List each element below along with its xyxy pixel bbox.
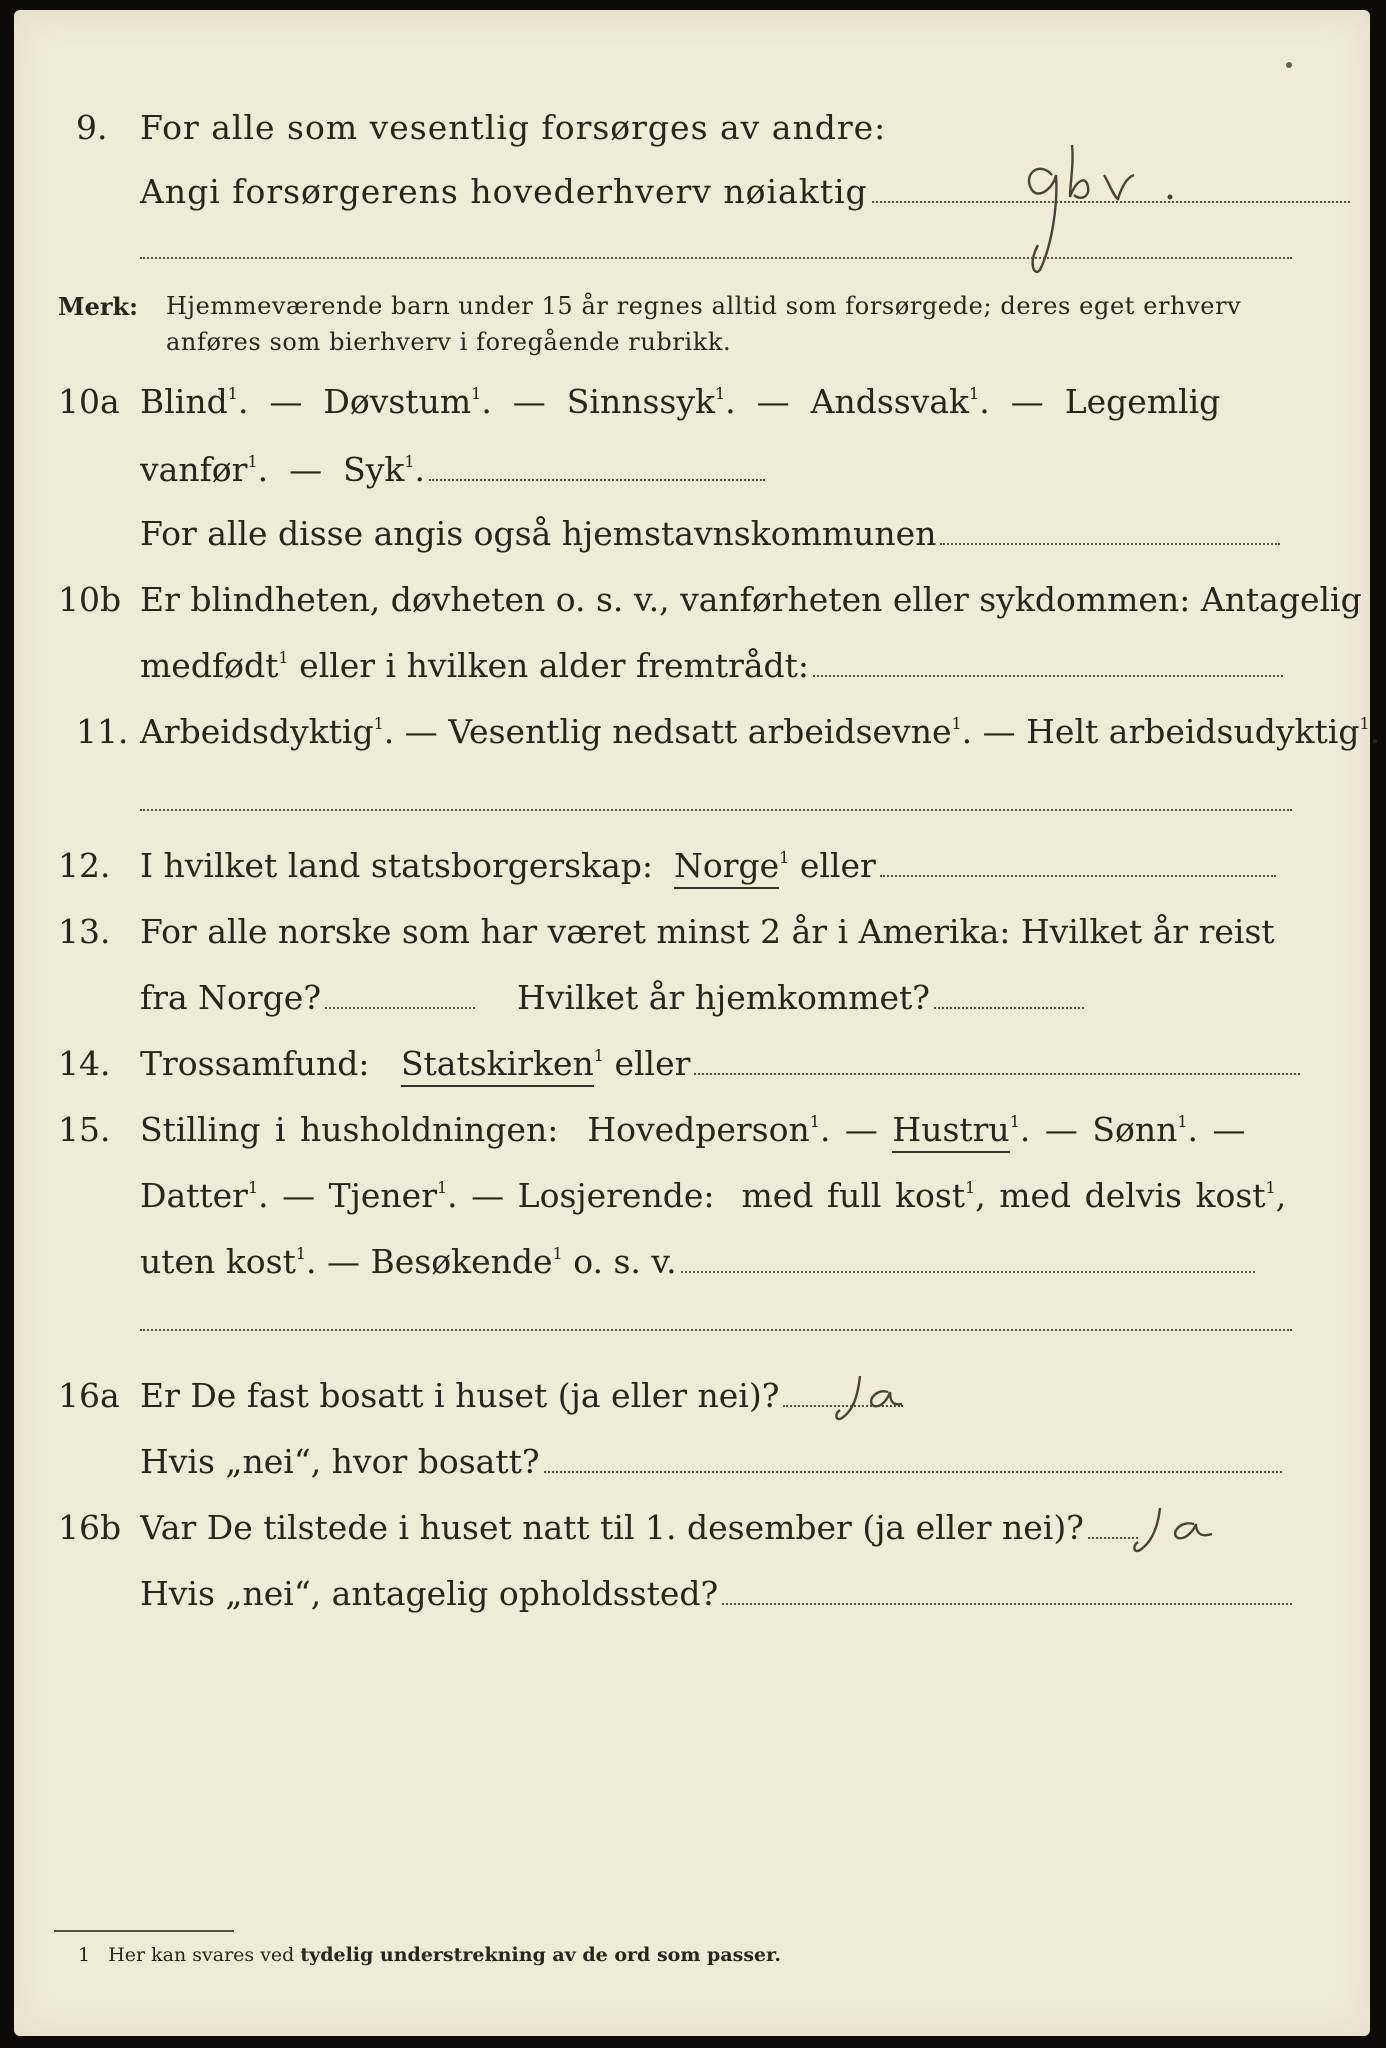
q10a-number: 10a <box>58 382 120 421</box>
q16b-question: Var De tilstede i huset natt til 1. desember (ja eller nei)? <box>140 1508 1084 1547</box>
q16b-line2 <box>140 1574 1292 1613</box>
q15-line2: Datter$^1$. — Tjener$^1$. — Losjerende: med full kost$^1$, med delvis kost$^1$, <box>140 1176 1287 1215</box>
option-arbeidsdyktig[interactable]: Arbeidsdyktig <box>140 712 374 751</box>
option-syk[interactable]: Syk <box>343 450 405 489</box>
q10b-line2-rest: eller i hvilken alder fremtrådt: <box>299 646 810 685</box>
q15-osv: o. s. v. <box>573 1242 677 1281</box>
q12-eller: eller <box>799 846 876 885</box>
q16b-number: 16b <box>58 1508 122 1547</box>
q16a-line1 <box>140 1376 903 1415</box>
option-besokende[interactable]: Besøkende <box>370 1242 553 1281</box>
q12-text: I hvilket land statsborgerskap: <box>140 846 654 885</box>
footnote-rule <box>54 1930 234 1932</box>
merk-label: Merk: <box>58 292 138 321</box>
footnote-bold: tydelig understrekning av de ord som passer. <box>300 1944 781 1966</box>
q16a-followup-dots <box>544 1470 1282 1473</box>
q15-text: Stilling i husholdningen: <box>140 1110 559 1149</box>
option-medfodt[interactable]: medfødt <box>140 646 279 685</box>
option-norge[interactable]: Norge <box>674 846 779 889</box>
merk-line1: Hjemmeværende barn under 15 år regnes alltid som forsørgede; deres eget erhverv <box>166 292 1242 320</box>
q10a-line3-text: For alle disse angis også hjemstavnskommunen <box>140 514 937 553</box>
q16b-followup: Hvis „nei“, antagelig opholdssted? <box>140 1574 719 1613</box>
q13-line1: For alle norske som har været minst 2 år i Amerika: Hvilket år reist <box>140 912 1275 951</box>
option-blind[interactable]: Blind <box>140 382 228 421</box>
q10b-line1: Er blindheten, døvheten o. s. v., vanførheten eller sykdommen: Antagelig <box>140 580 1362 619</box>
q9-line1: For alle som vesentlig forsørges av andre: <box>140 108 887 147</box>
option-nedsatt[interactable]: Vesentlig nedsatt arbeidsevne <box>448 712 952 751</box>
merk-line2: anføres som bierhverv i foregående rubrikk. <box>166 328 732 356</box>
q10b-line2: medfødt$^1$ eller i hvilken alder fremtrådt: <box>140 646 1283 685</box>
paper-spot <box>1286 62 1292 68</box>
q10b-number: 10b <box>58 580 122 619</box>
q16a-number: 16a <box>58 1376 120 1415</box>
q11-number: 11. <box>76 712 129 751</box>
option-hovedperson[interactable]: Hovedperson <box>587 1110 810 1149</box>
q14-text: Trossamfund: <box>140 1044 370 1083</box>
q12-line: I hvilket land statsborgerskap: Norge$^1$ eller <box>140 846 1276 885</box>
q13-hjemkommet-dots <box>934 1006 1084 1009</box>
q9-number: 9. <box>76 108 108 147</box>
q11-line: Arbeidsdyktig$^1$. — Vesentlig nedsatt arbeidsevne$^1$. — Helt arbeidsudyktig$^1$. <box>140 712 1381 751</box>
q14-line: Trossamfund: Statskirken$^1$ eller <box>140 1044 1300 1083</box>
q15-number: 15. <box>58 1110 111 1149</box>
option-dovstum[interactable]: Døvstum <box>323 382 472 421</box>
option-sinnssyk[interactable]: Sinnssyk <box>566 382 715 421</box>
q15-dotted-line <box>140 1328 1292 1331</box>
option-datter[interactable]: Datter <box>140 1176 248 1215</box>
q13-number: 13. <box>58 912 111 951</box>
option-andssvak[interactable]: Andssvak <box>810 382 970 421</box>
footnote-text: Her kan svares ved <box>108 1944 295 1966</box>
option-hustru[interactable]: Hustru <box>892 1110 1009 1153</box>
q13-hjemkommet-label: Hvilket år hjemkommet? <box>517 978 930 1017</box>
option-delvis-kost[interactable]: med delvis kost <box>999 1176 1266 1215</box>
q10b-alder-dots <box>813 674 1283 677</box>
q10a-syk-dots <box>429 478 765 481</box>
q12-eller-dots <box>880 874 1276 877</box>
q9-handwritten-answer <box>1014 105 1214 275</box>
option-vanfor[interactable]: vanfør <box>140 450 248 489</box>
option-full-kost[interactable]: med full kost <box>741 1176 966 1215</box>
option-uten-kost[interactable]: uten kost <box>140 1242 296 1281</box>
q15-line1: Stilling i husholdningen: Hovedperson$^1$. — Hustru$^1$. — Sønn$^1$. — <box>140 1110 1246 1149</box>
option-legemlig[interactable]: Legemlig <box>1064 382 1221 421</box>
q12-number: 12. <box>58 846 111 885</box>
q13-reist-dots <box>325 1006 475 1009</box>
q15-line3: uten kost$^1$. — Besøkende$^1$ o. s. v. <box>140 1242 1255 1281</box>
option-statskirken[interactable]: Statskirken <box>401 1044 594 1087</box>
q15-losjerende: Losjerende: <box>517 1176 715 1215</box>
q16b-line1 <box>140 1508 1138 1547</box>
q14-number: 14. <box>58 1044 111 1083</box>
q16a-line2 <box>140 1442 1282 1481</box>
option-sonn[interactable]: Sønn <box>1092 1110 1178 1149</box>
q9-line2-text: Angi forsørgerens hovederhverv nøiaktig <box>140 172 868 211</box>
q10a-hjemstavn-dots <box>940 542 1280 545</box>
q16b-handwritten-answer <box>1124 1500 1264 1560</box>
q11-dotted-line <box>140 808 1292 811</box>
q10a-line1: Blind$^1$. — Døvstum$^1$. — Sinnssyk$^1$. — Andssvak$^1$. — Legemlig <box>140 382 1221 421</box>
census-form-page <box>14 10 1381 2036</box>
footnote <box>78 1944 781 1966</box>
footnote-mark: 1 <box>78 1944 91 1966</box>
q9-extra-dotted-line <box>140 256 1292 259</box>
option-tjener[interactable]: Tjener <box>328 1176 437 1215</box>
q10a-line3 <box>140 514 1280 553</box>
q10a-line2: vanfør$^1$. — Syk$^1$. <box>140 450 765 489</box>
q13-reist-label: fra Norge? <box>140 978 322 1017</box>
q16a-question: Er De fast bosatt i huset (ja eller nei)? <box>140 1376 780 1415</box>
q15-osv-dots <box>681 1270 1255 1273</box>
option-arbeidsudyktig[interactable]: Helt arbeidsudyktig <box>1026 712 1360 751</box>
q14-eller-dots <box>694 1072 1300 1075</box>
q14-eller: eller <box>614 1044 691 1083</box>
q16a-handwritten-answer <box>832 1368 952 1428</box>
q13-line2 <box>140 978 1084 1017</box>
q16b-followup-dots <box>722 1602 1292 1605</box>
q16a-followup: Hvis „nei“, hvor bosatt? <box>140 1442 540 1481</box>
